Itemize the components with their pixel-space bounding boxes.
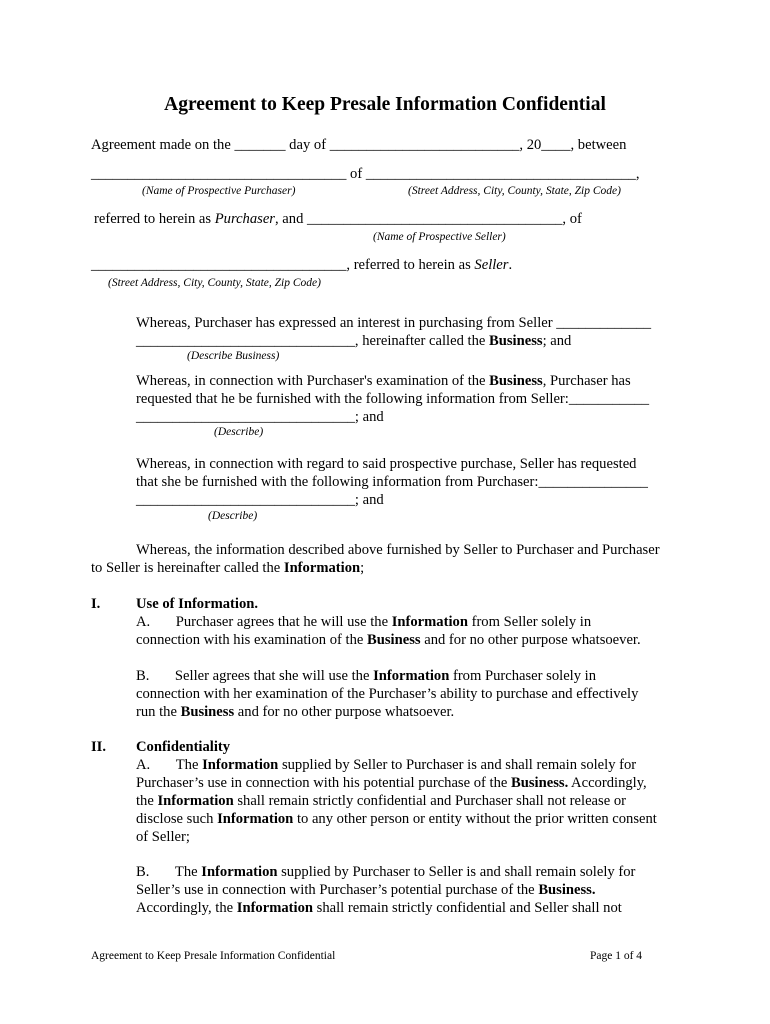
- section-1a-line-1: A. Purchaser agrees that he will use the Information from Seller solely in: [136, 614, 592, 630]
- whereas-3-line-2: that she be furnished with the following information from Purchaser:_______________: [136, 474, 648, 490]
- caption-describe-2: (Describe): [208, 510, 258, 522]
- section-2a-line-5: of Seller;: [136, 829, 190, 845]
- caption-describe-1: (Describe): [214, 426, 264, 438]
- whereas-2-line-3: ______________________________; and: [136, 409, 384, 425]
- footer-page-number: Page 1 of 4: [590, 950, 643, 962]
- caption-seller-name: (Name of Prospective Seller): [373, 231, 506, 243]
- section-1b-line-2: connection with her examination of the Purchaser’s ability to purchase and effectively: [136, 686, 639, 702]
- section-2a-line-3: the Information shall remain strictly confidential and Purchaser shall not release or: [136, 793, 626, 809]
- section-2a-line-2: Purchaser’s use in connection with his potential purchase of the Business. Accordingly,: [136, 775, 647, 791]
- purchaser-line: ___________________________________ of _____________________________________,: [91, 166, 640, 182]
- caption-purchaser-name: (Name of Prospective Purchaser): [142, 185, 296, 197]
- section-2b-line-1: B. The Information supplied by Purchaser to Seller is and shall remain solely for: [136, 864, 636, 880]
- section-2b-line-2: Seller’s use in connection with Purchaser’s potential purchase of the Business.: [136, 882, 596, 898]
- whereas-2-line-2: requested that he be furnished with the following information from Seller:___________: [136, 391, 650, 407]
- whereas-1-line-2: ______________________________, hereinafter called the Business; and: [136, 333, 572, 349]
- whereas-3-line-3: ______________________________; and: [136, 492, 384, 508]
- footer-document-title: Agreement to Keep Presale Information Confidential: [91, 950, 336, 962]
- whereas-3-line-1: Whereas, in connection with regard to said prospective purchase, Seller has requested: [136, 456, 637, 472]
- section-2a-line-4: disclose such Information to any other person or entity without the prior written consent: [136, 811, 657, 827]
- section-2-heading: Confidentiality: [136, 739, 231, 755]
- section-1a-line-2: connection with his examination of the Business and for no other purpose whatsoever.: [136, 632, 641, 648]
- section-2b-line-3: Accordingly, the Information shall remain strictly confidential and Seller shall not: [136, 900, 622, 916]
- section-1b-line-1: B. Seller agrees that she will use the Information from Purchaser solely in: [136, 668, 597, 684]
- section-1-heading: Use of Information.: [136, 596, 259, 612]
- whereas-4-line-2: to Seller is hereinafter called the Information;: [91, 560, 365, 576]
- section-1b-line-3: run the Business and for no other purpose whatsoever.: [136, 704, 455, 720]
- whereas-4-line-1: Whereas, the information described above furnished by Seller to Purchaser and Purchaser: [136, 542, 660, 558]
- caption-describe-business: (Describe Business): [187, 350, 280, 362]
- section-2a-line-1: A. The Information supplied by Seller to Purchaser is and shall remain solely for: [136, 757, 637, 773]
- section-2-number: II.: [91, 739, 107, 755]
- seller-address-line: ___________________________________, referred to herein as Seller.: [91, 257, 513, 273]
- document-title: Agreement to Keep Presale Information Confidential: [164, 94, 606, 115]
- caption-purchaser-address: (Street Address, City, County, State, Zip Code): [408, 185, 621, 197]
- whereas-1-line-1: Whereas, Purchaser has expressed an interest in purchasing from Seller _____________: [136, 315, 652, 331]
- section-1-number: I.: [91, 596, 101, 612]
- agreement-date-line: Agreement made on the _______ day of __________________________, 20____, between: [91, 137, 627, 153]
- caption-seller-address: (Street Address, City, County, State, Zip Code): [108, 277, 321, 289]
- seller-line: referred to herein as Purchaser, and ___________________________________, of: [94, 211, 582, 227]
- whereas-2-line-1: Whereas, in connection with Purchaser's examination of the Business, Purchaser has: [136, 373, 631, 389]
